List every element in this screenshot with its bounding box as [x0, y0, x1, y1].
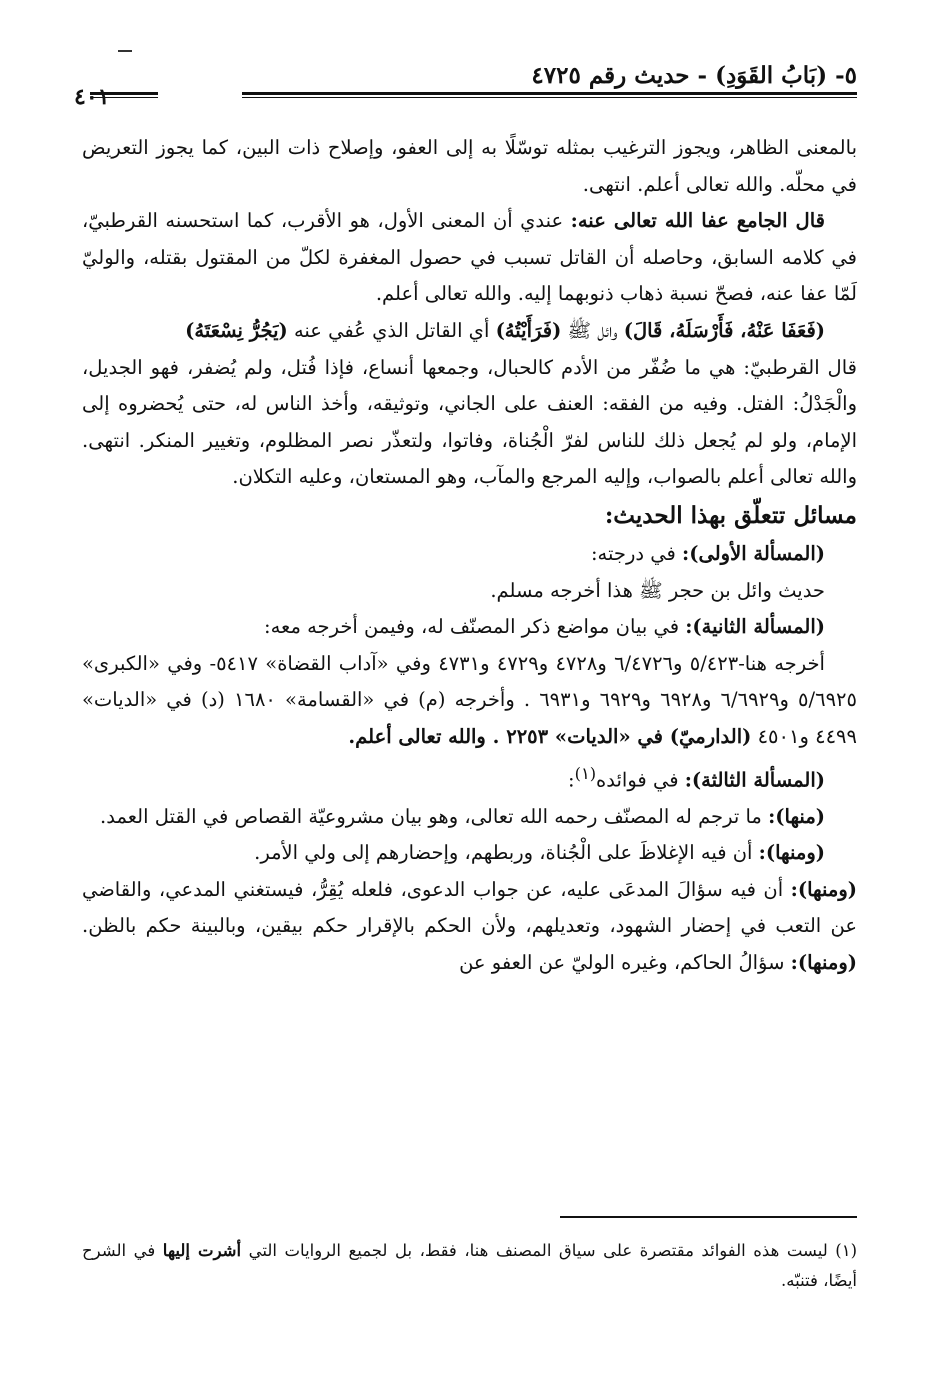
benefit-label: (منها):: [768, 804, 825, 828]
question-label: (المسألة الثانية):: [685, 615, 825, 639]
footnote-tail: في الشرح أيضًا، فتنبّه.: [82, 1241, 857, 1290]
question-heading: [82, 756, 857, 799]
paragraph: [82, 130, 857, 203]
paragraph-text: حديث وائل بن حجر ﷺ هذا أخرجه مسلم.: [490, 578, 825, 602]
header-title: ٥- (بَابُ القَوَدِ) - حديث رقم ٤٧٢٥: [531, 62, 857, 89]
footnote-bold: أشرت إليها: [162, 1241, 242, 1260]
footnote-rule: [560, 1216, 857, 1218]
paragraph-text: بالمعنى الظاهر، ويجوز الترغيب بمثله توسّلًا به إلى العفو، وإصلاح ذات البين، كما يجوز التعريض في محلّه. والله تعالى أعلم. انتهى.: [82, 136, 857, 196]
benefit-text: ما ترجم له المصنّف رحمه الله تعالى، وهو بيان مشروعيّة القصاص في القتل العمد.: [100, 804, 769, 828]
question-heading: [82, 609, 857, 646]
question-text: في درجته:: [590, 541, 683, 565]
hadith-quote: (يَجُرُّ نِسْعَتَهُ): [185, 318, 288, 342]
benefit-item: [82, 799, 857, 836]
header-rule-right: [242, 92, 857, 98]
benefit-label: (ومنها):: [758, 841, 825, 865]
paragraph: [82, 573, 857, 610]
question-colon: :: [568, 768, 575, 791]
paragraph: [82, 350, 857, 496]
question-label: (المسألة الثالثة):: [684, 768, 825, 791]
hadith-quote: (فَرَأَيْتُهُ): [495, 318, 562, 342]
top-mark: [118, 50, 132, 52]
page-number: ٤٠١: [74, 84, 110, 110]
question-label: (المسألة الأولى):: [682, 541, 825, 565]
header-rule-left: [90, 92, 158, 98]
benefit-text: سؤالُ الحاكم، وغيره الوليّ عن العفو عن: [459, 950, 791, 974]
question-text: في بيان مواضع ذكر المصنّف له، وفيمن أخرجه معه:: [264, 615, 686, 639]
footnote: [82, 1236, 857, 1296]
paragraph-text: أي القاتل الذي عُفي عنه: [287, 318, 496, 342]
footnote-ref: (١): [574, 763, 597, 783]
main-text: [82, 130, 857, 982]
question-heading: [82, 536, 857, 573]
hadith-quote-paragraph: [82, 313, 857, 350]
benefit-item: [82, 872, 857, 982]
paragraph-text: أخرجه هنا-٥/٤٢٣ و٦/٤٧٢٦ و٤٧٢٨ و٤٧٢٩ و٤٧٣١ وفي «آداب القضاة» ٥٤١٧- وفي «الكبرى» ٥/٦٩٢٥ و٦/٦٩٢٩ و٦٩٢٨ و٦٩٢٩ و٦٩٣١ . وأخرجه (م) في «القسامة» ١٦٨٠ (د) في «الديات» ٤٤٩٩ و٤٥٠١: [82, 651, 857, 748]
benefit-item: [82, 835, 857, 872]
hadith-quote: (فَعَفَا عَنْهُ، فَأَرْسَلَهُ، قَالَ): [623, 318, 825, 342]
paragraph-text: عندي أن المعنى الأول، هو الأقرب، كما استحسنه القرطبيّ، في كلامه السابق، وحاصله أن القاتل تسبب في حصول المغفرة لكلّ من المقتول بقتله، والوليّ لَمّا عفا عنه، فصحّ نسبة ذهاب ذنوبهما إليه. والله تعالى أعلم.: [82, 209, 857, 306]
benefit-label: (ومنها):: [790, 950, 857, 974]
paragraph-text: وائل ﷺ: [561, 318, 624, 342]
section-heading: مسائل تتعلّق بهذا الحديث:: [604, 501, 857, 529]
commentator-lead: قال الجامع عفا الله تعالى عنه:: [570, 209, 825, 233]
benefit-text: أن فيه الإغلاظَ على الْجُناة، وربطهم، وإحضارهم إلى ولي الأمر.: [254, 841, 759, 865]
paragraph: [82, 203, 857, 313]
paragraph-text: قال القرطبيّ: هي ما ضُفّر من الأدم كالحبال، وجمعها أنساع، فإذا فُتل، ولم يُضفر، فهو الجديل، والْجَدْلُ: الفتل. وفيه من الفقه: العنف على الجاني، وتوثيقه، وأخذ الناس له، حتى يُحضروه إلى الإمام، ولو لم يُجعل ذلك للناس لفرّ الْجُناة، وفاتوا، ولتعذّر نصر المظلوم، وتغيير المنكر. انتهى. والله تعالى أعلم بالصواب، وإليه المرجع والمآب، وهو المستعان، وعليه التكلان.: [82, 355, 857, 489]
question-text: في فوائده: [596, 768, 685, 791]
bold-reference: (الدارميّ) في «الديات» ٢٢٥٣ . والله تعالى أعلم.: [348, 724, 752, 748]
paragraph: [82, 646, 857, 756]
benefit-label: (ومنها):: [790, 877, 857, 901]
footnote-text: (١) ليست هذه الفوائد مقتصرة على سياق المصنف هنا، فقط، بل لجميع الروايات التي: [241, 1241, 858, 1260]
benefit-text: أن فيه سؤالَ المدعَى عليه، عن جواب الدعوى، فلعله يُقِرُّ، فيستغني المدعي، والقاضي عن التعب في إحضار الشهود، وتعديلهم، ولأن الحكم بالإقرار حكم بيقين، وبالبينة حكم بالظن.: [82, 877, 857, 938]
